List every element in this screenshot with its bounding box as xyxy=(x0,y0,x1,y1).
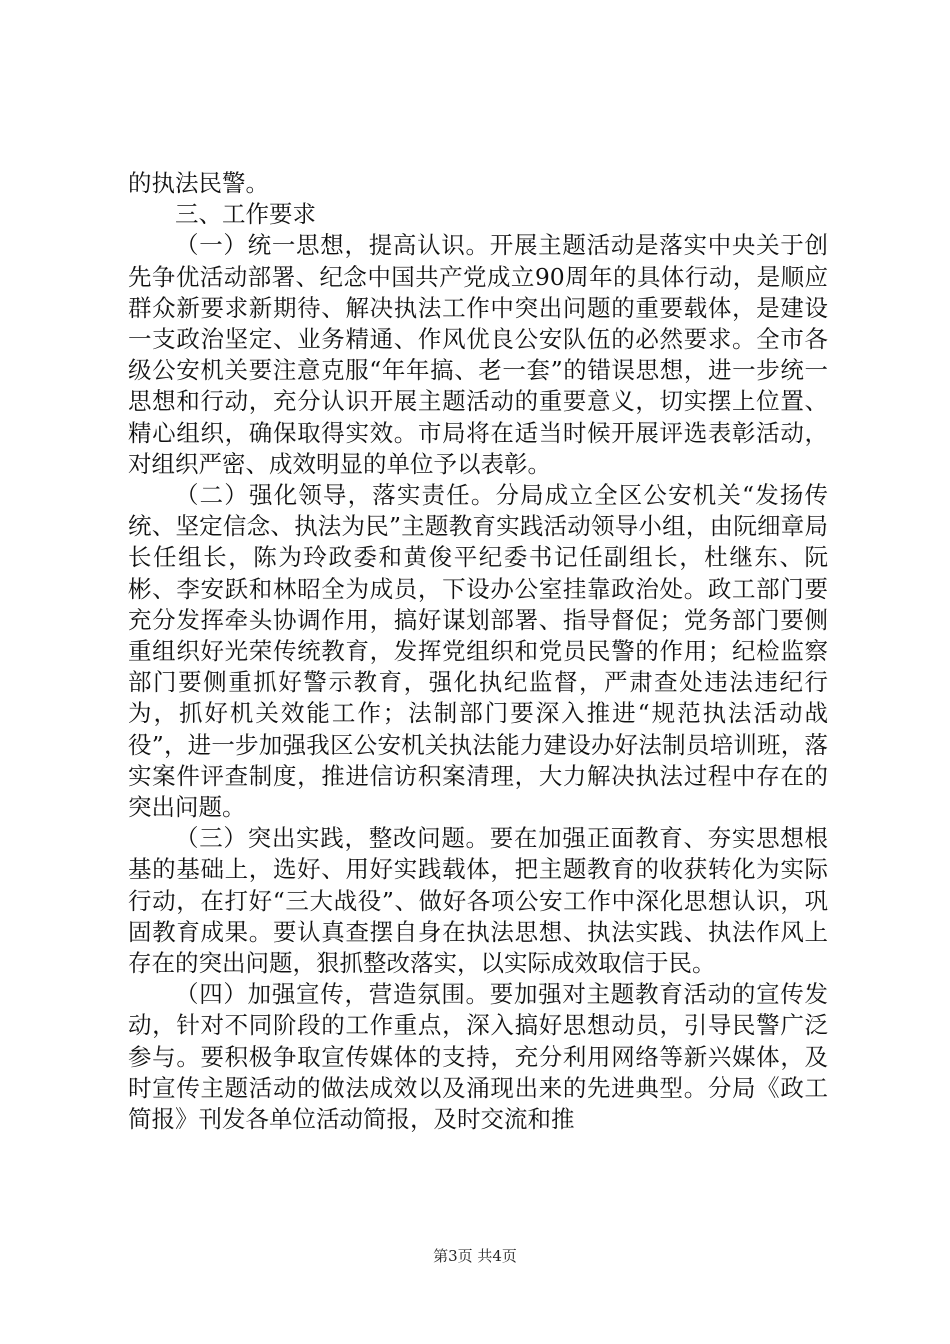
continuation-text: 的执法民警。 xyxy=(128,169,269,197)
paragraph-strengthen-publicity: （四）加强宣传，营造氛围。要加强对主题教育活动的宣传发动，针对不同阶段的工作重点，深入搞好思想动员，引导民警广泛参与。要积极争取宣传媒体的支持，充分利用网络等新兴媒体，及时宣传主题活动的做法成效以及涌现出来的先进典型。分局《政工简报》刊发各单位活动简报，及时交流和推 xyxy=(128,980,828,1134)
document-body xyxy=(128,168,828,1135)
paragraph-highlight-practice: （三）突出实践，整改问题。要在加强正面教育、夯实思想根基的基础上，选好、用好实践载体，把主题教育的收获转化为实际行动，在打好“三大战役”、做好各项公安工作中深化思想认识，巩固教育成果。要认真查摆自身在执法思想、执法实践、执法作风上存在的突出问题，狠抓整改落实，以实际成效取信于民。 xyxy=(128,824,828,978)
paragraph-strengthen-leadership: （二）强化领导，落实责任。分局成立全区公安机关“发扬传统、坚定信念、执法为民”主题教育实践活动领导小组，由阮细章局长任组长，陈为玲政委和黄俊平纪委书记任副组长，杜继东、阮彬、李安跃和林昭全为成员，下设办公室挂靠政治处。政工部门要充分发挥牵头协调作用，搞好谋划部署、指导督促；党务部门要侧重组织好光荣传统教育，发挥党组织和党员民警的作用；纪检监察部门要侧重抓好警示教育，强化执纪监督，严肃查处违法违纪行为，抓好机关效能工作；法制部门要深入推进“规范执法活动战役”，进一步加强我区公安机关执法能力建设办好法制员培训班，落实案件评查制度，推进信访积案清理，大力解决执法过程中存在的突出问题。 xyxy=(128,481,828,822)
page-footer: 第3页 共4页 xyxy=(433,1247,517,1265)
paragraph-unify-thinking: （一）统一思想，提高认识。开展主题活动是落实中央关于创先争优活动部署、纪念中国共产党成立90周年的具体行动，是顺应群众新要求新期待、解决执法工作中突出问题的重要载体，是建设一支政治坚定、业务精通、作风优良公安队伍的必然要求。全市各级公安机关要注意克服“年年搞、老一套”的错误思想，进一步统一思想和行动，充分认识开展主题活动的重要意义，切实摆上位置、精心组织，确保取得实效。市局将在适当时候开展评选表彰活动，对组织严密、成效明显的单位予以表彰。 xyxy=(128,231,828,478)
section-heading: 三、工作要求 xyxy=(175,200,316,229)
